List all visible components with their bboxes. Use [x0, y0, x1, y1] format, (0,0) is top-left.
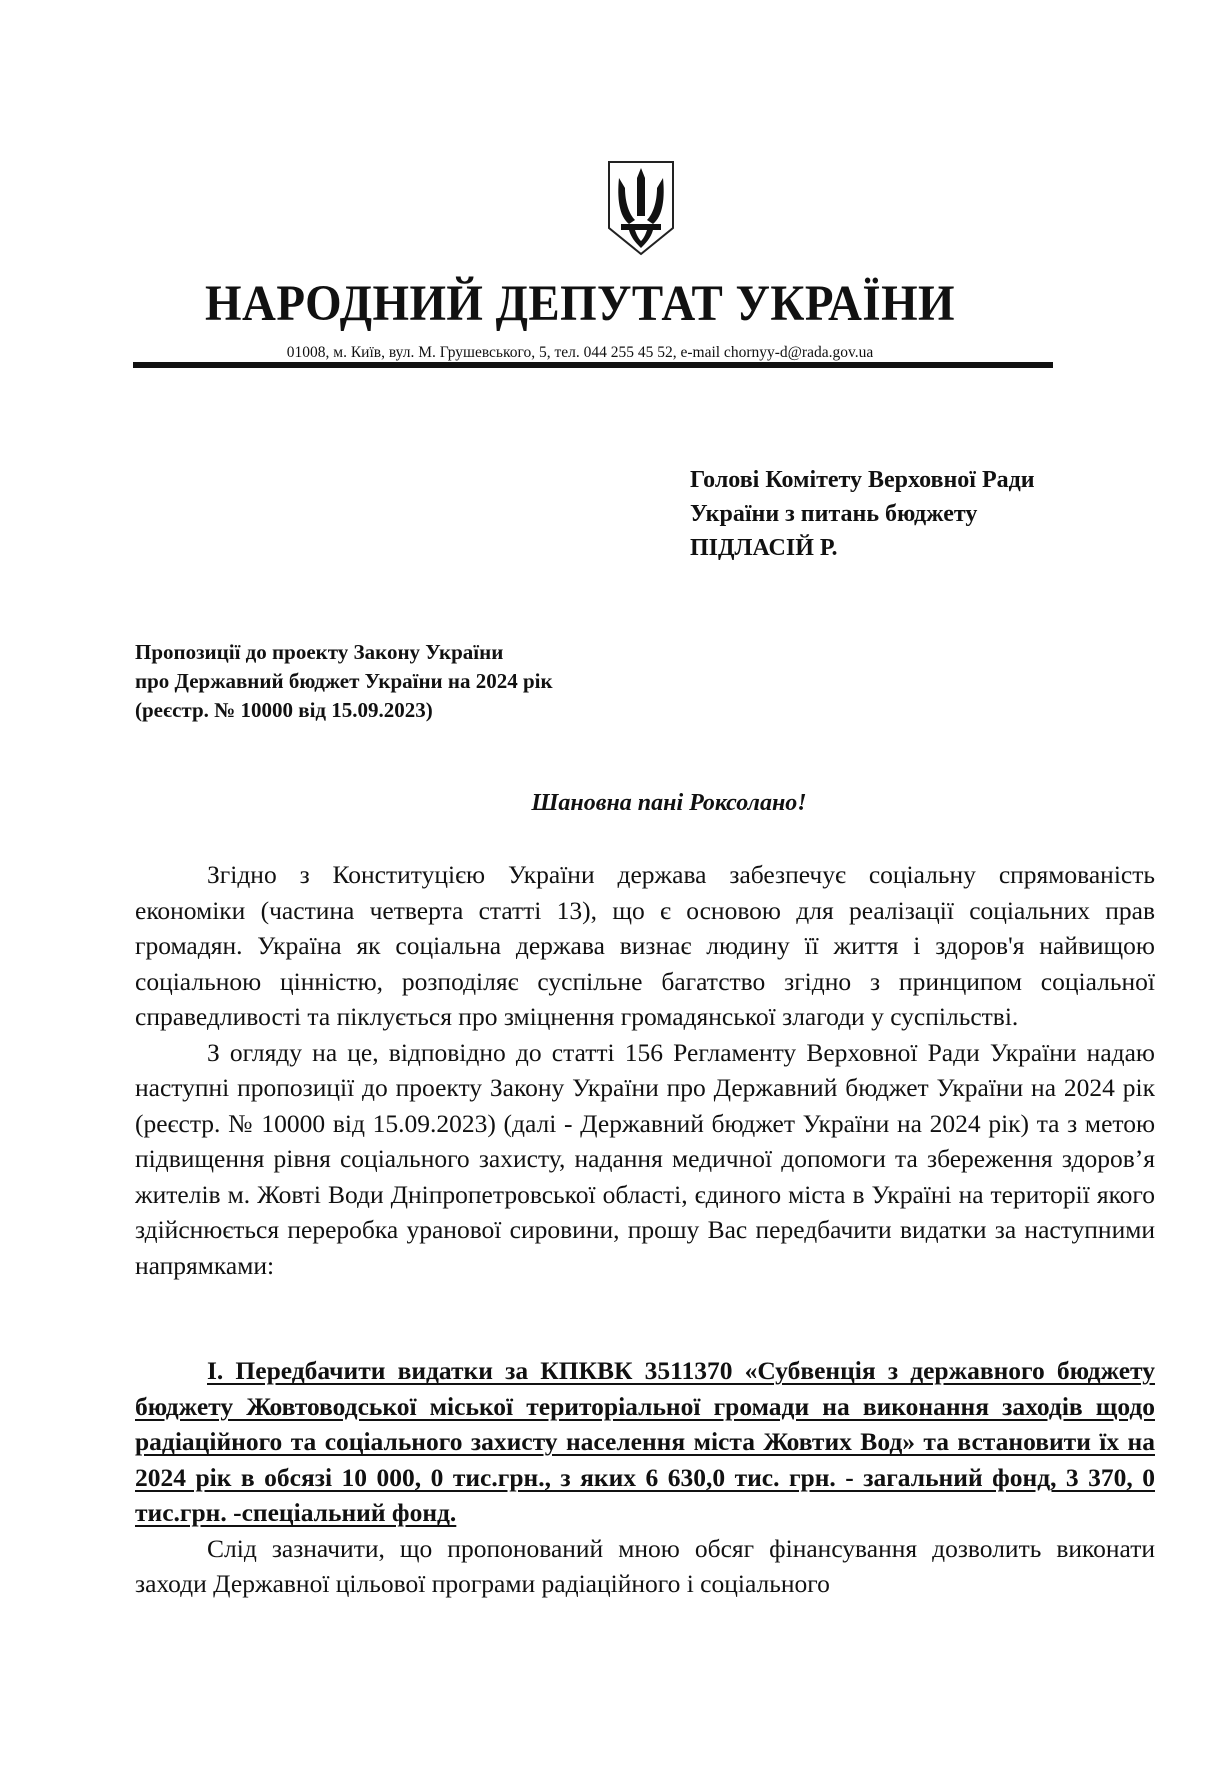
- header-divider: [133, 362, 1053, 368]
- salutation: Шановна пані Роксолано!: [531, 790, 807, 816]
- subject-line: про Державний бюджет України на 2024 рік: [135, 669, 553, 693]
- body-paragraph: Слід зазначити, що пропонований мною обсяг фінансування дозволить виконати заходи Державної цільової програми радіаційного і соціального: [135, 1533, 1155, 1598]
- addressee-line: України з питань бюджету: [690, 501, 978, 527]
- subject-line: Пропозиції до проекту Закону України: [135, 640, 504, 664]
- proposal-item: І. Передбачити видатки за КПКВК 3511370 «Субвенція з державного бюджету бюджету Жовтоводської міської територіальної громади на виконання заходів щодо радіаційного та соціального захисту населення міста Жовтих Вод» та встановити їх на 2024 рік в обсязі 10 000, 0 тис.грн., з яких 6 630,0 тис. грн. - загальний фонд, 3 370, 0 тис.грн. -спеціальний фонд.: [135, 1356, 1155, 1527]
- trident-emblem-icon: [605, 158, 677, 258]
- sender-address: 01008, м. Київ, вул. М. Грушевського, 5, тел. 044 255 45 52, e-mail chornyy-d@rada.gov.ua: [286, 344, 874, 361]
- subject-block: [135, 638, 553, 725]
- document-header-title: НАРОДНИЙ ДЕПУТАТ УКРАЇНИ: [205, 276, 955, 332]
- addressee-block: [690, 463, 1035, 565]
- addressee-line: ПІДЛАСІЙ Р.: [690, 535, 838, 561]
- subject-line: (реєстр. № 10000 від 15.09.2023): [135, 698, 433, 722]
- letter-body: [135, 857, 1155, 1602]
- body-paragraph: З огляду на це, відповідно до статті 156 Регламенту Верховної Ради України надаю наступні пропозиції до проекту Закону України про Державний бюджет України на 2024 рік (реєстр. № 10000 від 15.09.2023) (далі - Державний бюджет України на 2024 рік) та з метою підвищення рівня соціального захисту, надання медичної допомоги та збереження здоров’я жителів м. Жовті Води Дніпропетровської області, єдиного міста в Україні на території якого здійснюється переробка уранової сировини, прошу Вас передбачити видатки за наступними напрямками:: [135, 1037, 1155, 1280]
- addressee-line: Голові Комітету Верховної Ради: [690, 467, 1035, 493]
- body-paragraph: Згідно з Конституцією України держава забезпечує соціальну спрямованість економіки (частина четверта статті 13), що є основою для реалізації соціальних прав громадян. Україна як соціальна держава визнає людину її життя і здоров'я найвищою соціальною цінністю, розподіляє суспільне багатство згідно з принципом соціальної справедливості та піклується про зміцнення громадянської злагоди у суспільстві.: [135, 860, 1155, 1031]
- paragraph-spacer: [135, 1283, 1155, 1353]
